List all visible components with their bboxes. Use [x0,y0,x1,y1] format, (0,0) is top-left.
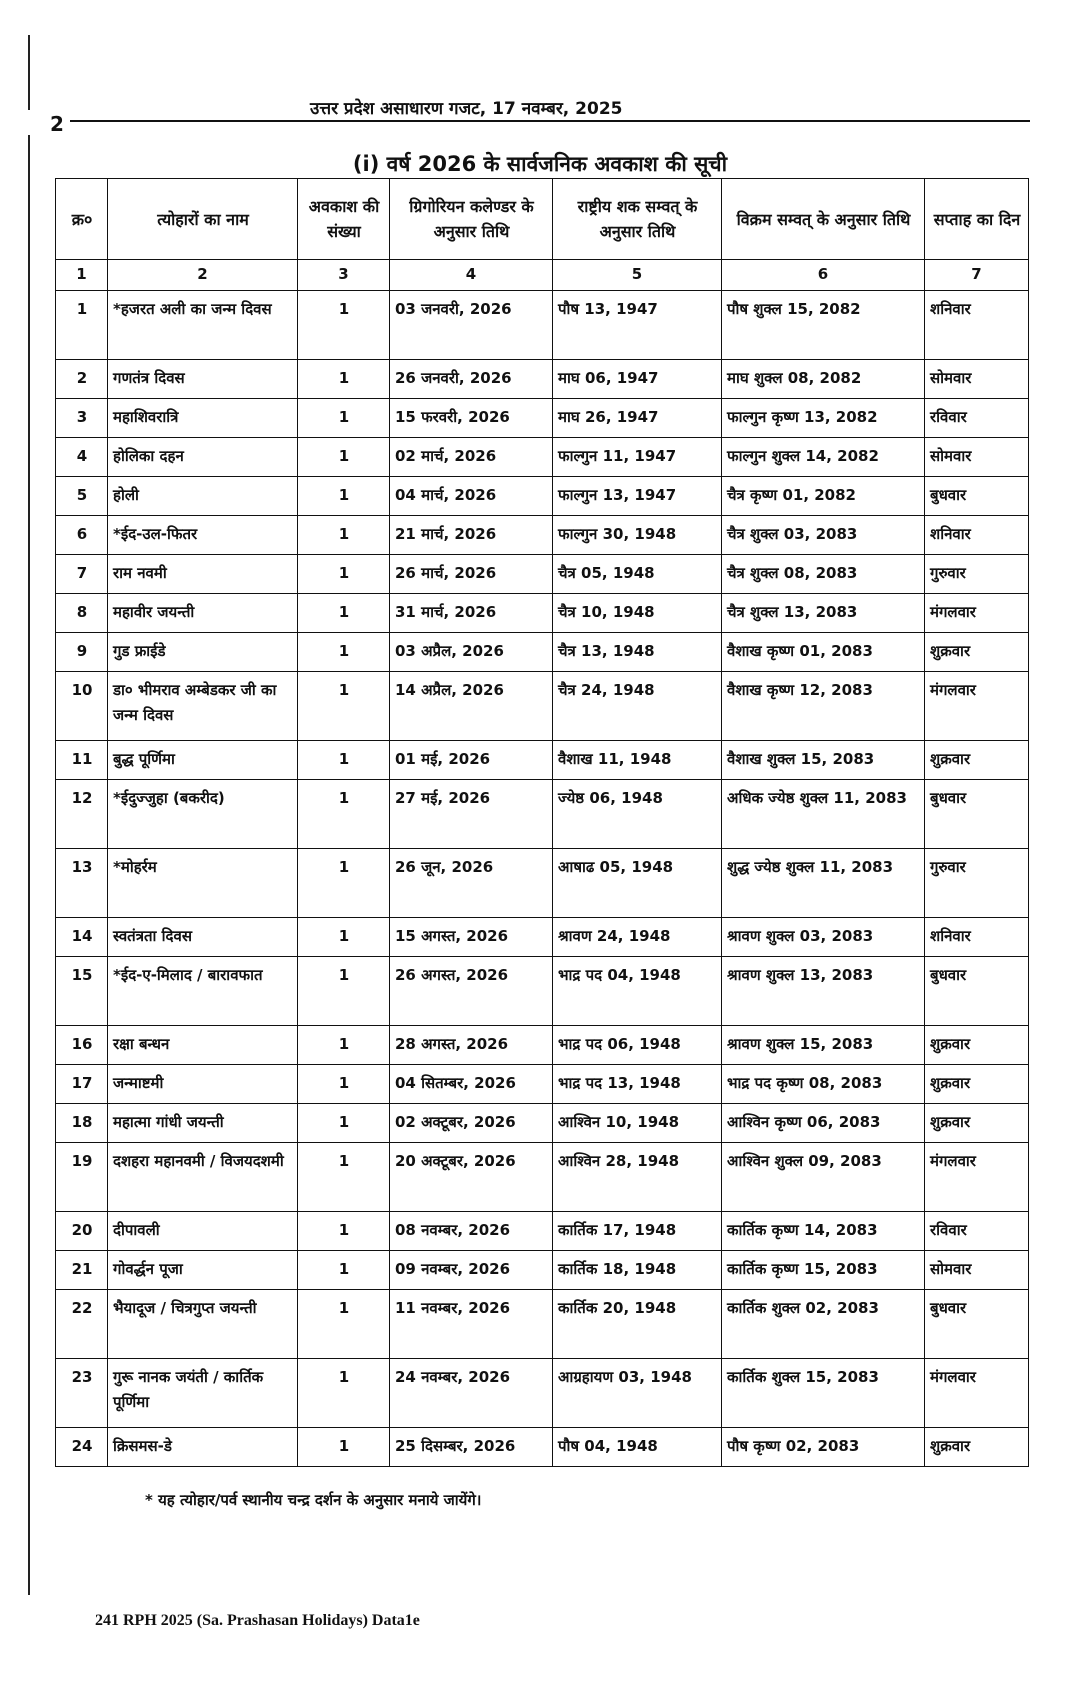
vikram-date: चैत्र शुक्ल 03, 2083 [722,515,925,554]
holiday-count: 1 [298,1427,390,1466]
serial-number: 21 [56,1250,108,1289]
table-row [56,515,1029,554]
table-row [56,437,1029,476]
table-row [56,359,1029,398]
shaka-date: फाल्गुन 30, 1948 [553,515,722,554]
shaka-date: चैत्र 10, 1948 [553,593,722,632]
table-row [56,1358,1029,1427]
column-number: 3 [298,260,390,291]
holiday-count: 1 [298,359,390,398]
festival-name: *ईदुज्जुहा (बकरीद) [108,779,298,848]
weekday: शनिवार [925,515,1029,554]
shaka-date: चैत्र 13, 1948 [553,632,722,671]
shaka-date: श्रावण 24, 1948 [553,917,722,956]
holiday-count: 1 [298,398,390,437]
vikram-date: श्रावण शुक्ल 13, 2083 [722,956,925,1025]
gregorian-date: 21 मार्च, 2026 [390,515,553,554]
shaka-date: फाल्गुन 13, 1947 [553,476,722,515]
table-row [56,1064,1029,1103]
shaka-date: आषाढ 05, 1948 [553,848,722,917]
shaka-date: पौष 04, 1948 [553,1427,722,1466]
weekday: शुक्रवार [925,1103,1029,1142]
festival-name: गुरू नानक जयंती / कार्तिक पूर्णिमा [108,1358,298,1427]
weekday: बुधवार [925,1289,1029,1358]
holiday-count: 1 [298,671,390,740]
festival-name: होलिका दहन [108,437,298,476]
vikram-date: फाल्गुन कृष्ण 13, 2082 [722,398,925,437]
shaka-date: आग्रहायण 03, 1948 [553,1358,722,1427]
vikram-date: आश्विन शुक्ल 09, 2083 [722,1142,925,1211]
holiday-count: 1 [298,1103,390,1142]
festival-name: रक्षा बन्धन [108,1025,298,1064]
shaka-date: कार्तिक 17, 1948 [553,1211,722,1250]
left-margin-line [28,135,30,1595]
serial-number: 13 [56,848,108,917]
serial-number: 22 [56,1289,108,1358]
serial-number: 17 [56,1064,108,1103]
holiday-count: 1 [298,515,390,554]
table-row [56,632,1029,671]
gregorian-date: 04 सितम्बर, 2026 [390,1064,553,1103]
gazette-header: उत्तर प्रदेश असाधारण गजट, 17 नवम्बर, 2025 [310,99,623,119]
festival-name: बुद्ध पूर्णिमा [108,740,298,779]
weekday: मंगलवार [925,671,1029,740]
festival-name: महावीर जयन्ती [108,593,298,632]
column-number-row [56,260,1029,291]
gregorian-date: 03 अप्रैल, 2026 [390,632,553,671]
gregorian-date: 01 मई, 2026 [390,740,553,779]
festival-name: गुड फ्राईडे [108,632,298,671]
column-number: 5 [553,260,722,291]
weekday: शुक्रवार [925,1025,1029,1064]
table-row [56,476,1029,515]
festival-name: डा० भीमराव अम्बेडकर जी का जन्म दिवस [108,671,298,740]
table-row [56,1250,1029,1289]
table-row [56,1427,1029,1466]
gregorian-date: 02 अक्टूबर, 2026 [390,1103,553,1142]
weekday: रविवार [925,398,1029,437]
column-header: सप्ताह का दिन [925,179,1029,260]
serial-number: 9 [56,632,108,671]
column-header: राष्ट्रीय शक सम्वत् के अनुसार तिथि [553,179,722,260]
weekday: बुधवार [925,779,1029,848]
serial-number: 12 [56,779,108,848]
table-row [56,593,1029,632]
festival-name: *हजरत अली का जन्म दिवस [108,290,298,359]
festival-name: *ईद-उल-फितर [108,515,298,554]
column-number: 1 [56,260,108,291]
shaka-date: माघ 26, 1947 [553,398,722,437]
table-row [56,1103,1029,1142]
vikram-date: श्रावण शुक्ल 03, 2083 [722,917,925,956]
serial-number: 11 [56,740,108,779]
table-row [56,848,1029,917]
column-header: विक्रम सम्वत् के अनुसार तिथि [722,179,925,260]
holiday-count: 1 [298,917,390,956]
shaka-date: भाद्र पद 06, 1948 [553,1025,722,1064]
gregorian-date: 31 मार्च, 2026 [390,593,553,632]
vikram-date: फाल्गुन शुक्ल 14, 2082 [722,437,925,476]
table-row [56,671,1029,740]
serial-number: 2 [56,359,108,398]
shaka-date: वैशाख 11, 1948 [553,740,722,779]
festival-name: होली [108,476,298,515]
vikram-date: पौष कृष्ण 02, 2083 [722,1427,925,1466]
gregorian-date: 14 अप्रैल, 2026 [390,671,553,740]
table-row [56,917,1029,956]
table-row [56,554,1029,593]
table-row [56,956,1029,1025]
festival-name: राम नवमी [108,554,298,593]
holiday-count: 1 [298,1289,390,1358]
shaka-date: फाल्गुन 11, 1947 [553,437,722,476]
serial-number: 14 [56,917,108,956]
vikram-date: माघ शुक्ल 08, 2082 [722,359,925,398]
weekday: बुधवार [925,956,1029,1025]
serial-number: 20 [56,1211,108,1250]
vikram-date: अधिक ज्येष्ठ शुक्ल 11, 2083 [722,779,925,848]
gregorian-date: 20 अक्टूबर, 2026 [390,1142,553,1211]
holiday-count: 1 [298,1250,390,1289]
holiday-count: 1 [298,437,390,476]
shaka-date: चैत्र 05, 1948 [553,554,722,593]
weekday: सोमवार [925,359,1029,398]
holiday-count: 1 [298,740,390,779]
holiday-count: 1 [298,593,390,632]
holiday-count: 1 [298,632,390,671]
weekday: बुधवार [925,476,1029,515]
festival-name: महाशिवरात्रि [108,398,298,437]
shaka-date: पौष 13, 1947 [553,290,722,359]
weekday: शुक्रवार [925,1427,1029,1466]
table-row [56,290,1029,359]
serial-number: 3 [56,398,108,437]
header-divider [70,120,1030,122]
gregorian-date: 11 नवम्बर, 2026 [390,1289,553,1358]
column-header: अवकाश की संख्या [298,179,390,260]
serial-number: 23 [56,1358,108,1427]
footnote: * यह त्योहार/पर्व स्थानीय चन्द्र दर्शन के अनुसार मनाये जायेंगे। [145,1491,482,1509]
gregorian-date: 04 मार्च, 2026 [390,476,553,515]
gregorian-date: 15 अगस्त, 2026 [390,917,553,956]
serial-number: 10 [56,671,108,740]
table-body [56,290,1029,1466]
weekday: रविवार [925,1211,1029,1250]
left-margin-line [28,35,30,110]
vikram-date: कार्तिक शुक्ल 02, 2083 [722,1289,925,1358]
weekday: मंगलवार [925,593,1029,632]
gregorian-date: 09 नवम्बर, 2026 [390,1250,553,1289]
gregorian-date: 08 नवम्बर, 2026 [390,1211,553,1250]
weekday: शुक्रवार [925,740,1029,779]
weekday: गुरुवार [925,848,1029,917]
weekday: सोमवार [925,437,1029,476]
serial-number: 8 [56,593,108,632]
gregorian-date: 28 अगस्त, 2026 [390,1025,553,1064]
festival-name: क्रिसमस-डे [108,1427,298,1466]
gregorian-date: 26 जनवरी, 2026 [390,359,553,398]
holiday-count: 1 [298,476,390,515]
vikram-date: चैत्र कृष्ण 01, 2082 [722,476,925,515]
vikram-date: पौष शुक्ल 15, 2082 [722,290,925,359]
holiday-count: 1 [298,779,390,848]
serial-number: 1 [56,290,108,359]
weekday: शनिवार [925,917,1029,956]
weekday: शनिवार [925,290,1029,359]
festival-name: दशहरा महानवमी / विजयदशमी [108,1142,298,1211]
table-row [56,1142,1029,1211]
shaka-date: आश्विन 10, 1948 [553,1103,722,1142]
shaka-date: भाद्र पद 13, 1948 [553,1064,722,1103]
serial-number: 5 [56,476,108,515]
table-row [56,1025,1029,1064]
vikram-date: वैशाख कृष्ण 01, 2083 [722,632,925,671]
table-row [56,1211,1029,1250]
vikram-date: चैत्र शुक्ल 13, 2083 [722,593,925,632]
weekday: शुक्रवार [925,1064,1029,1103]
weekday: मंगलवार [925,1358,1029,1427]
table-row [56,779,1029,848]
gregorian-date: 24 नवम्बर, 2026 [390,1358,553,1427]
vikram-date: कार्तिक कृष्ण 15, 2083 [722,1250,925,1289]
vikram-date: शुद्ध ज्येष्ठ शुक्ल 11, 2083 [722,848,925,917]
holiday-table [55,178,1029,1467]
festival-name: गणतंत्र दिवस [108,359,298,398]
weekday: शुक्रवार [925,632,1029,671]
table-header-row [56,179,1029,260]
holiday-count: 1 [298,848,390,917]
table-row [56,1289,1029,1358]
holiday-count: 1 [298,1211,390,1250]
column-number: 6 [722,260,925,291]
vikram-date: वैशाख शुक्ल 15, 2083 [722,740,925,779]
holiday-count: 1 [298,1358,390,1427]
serial-number: 4 [56,437,108,476]
vikram-date: चैत्र शुक्ल 08, 2083 [722,554,925,593]
serial-number: 18 [56,1103,108,1142]
serial-number: 16 [56,1025,108,1064]
festival-name: भैयादूज / चित्रगुप्त जयन्ती [108,1289,298,1358]
vikram-date: कार्तिक कृष्ण 14, 2083 [722,1211,925,1250]
festival-name: स्वतंत्रता दिवस [108,917,298,956]
vikram-date: कार्तिक शुक्ल 15, 2083 [722,1358,925,1427]
gregorian-date: 15 फरवरी, 2026 [390,398,553,437]
festival-name: *ईद-ए-मिलाद / बारावफात [108,956,298,1025]
vikram-date: आश्विन कृष्ण 06, 2083 [722,1103,925,1142]
shaka-date: कार्तिक 20, 1948 [553,1289,722,1358]
column-number: 7 [925,260,1029,291]
serial-number: 15 [56,956,108,1025]
page-number: 2 [50,112,64,136]
festival-name: दीपावली [108,1211,298,1250]
shaka-date: ज्येष्ठ 06, 1948 [553,779,722,848]
column-number: 4 [390,260,553,291]
holiday-count: 1 [298,956,390,1025]
gregorian-date: 03 जनवरी, 2026 [390,290,553,359]
serial-number: 6 [56,515,108,554]
column-number: 2 [108,260,298,291]
serial-number: 7 [56,554,108,593]
shaka-date: कार्तिक 18, 1948 [553,1250,722,1289]
gregorian-date: 26 अगस्त, 2026 [390,956,553,1025]
table-row [56,398,1029,437]
shaka-date: आश्विन 28, 1948 [553,1142,722,1211]
column-header: त्योहारों का नाम [108,179,298,260]
weekday: गुरुवार [925,554,1029,593]
vikram-date: भाद्र पद कृष्ण 08, 2083 [722,1064,925,1103]
weekday: मंगलवार [925,1142,1029,1211]
column-header: ग्रिगोरियन कलेण्डर के अनुसार तिथि [390,179,553,260]
shaka-date: भाद्र पद 04, 1948 [553,956,722,1025]
table-row [56,740,1029,779]
shaka-date: चैत्र 24, 1948 [553,671,722,740]
weekday: सोमवार [925,1250,1029,1289]
holiday-count: 1 [298,554,390,593]
festival-name: *मोहर्रम [108,848,298,917]
festival-name: गोवर्द्धन पूजा [108,1250,298,1289]
serial-number: 24 [56,1427,108,1466]
document-reference: 241 RPH 2025 (Sa. Prashasan Holidays) Data1e [95,1612,420,1629]
list-title: (i) वर्ष 2026 के सार्वजनिक अवकाश की सूची [352,152,728,176]
holiday-count: 1 [298,290,390,359]
vikram-date: वैशाख कृष्ण 12, 2083 [722,671,925,740]
column-header: क्र० [56,179,108,260]
festival-name: महात्मा गांधी जयन्ती [108,1103,298,1142]
shaka-date: माघ 06, 1947 [553,359,722,398]
gregorian-date: 25 दिसम्बर, 2026 [390,1427,553,1466]
holiday-count: 1 [298,1142,390,1211]
gregorian-date: 27 मई, 2026 [390,779,553,848]
gregorian-date: 26 जून, 2026 [390,848,553,917]
vikram-date: श्रावण शुक्ल 15, 2083 [722,1025,925,1064]
festival-name: जन्माष्टमी [108,1064,298,1103]
gregorian-date: 02 मार्च, 2026 [390,437,553,476]
holiday-count: 1 [298,1025,390,1064]
serial-number: 19 [56,1142,108,1211]
holiday-count: 1 [298,1064,390,1103]
gregorian-date: 26 मार्च, 2026 [390,554,553,593]
